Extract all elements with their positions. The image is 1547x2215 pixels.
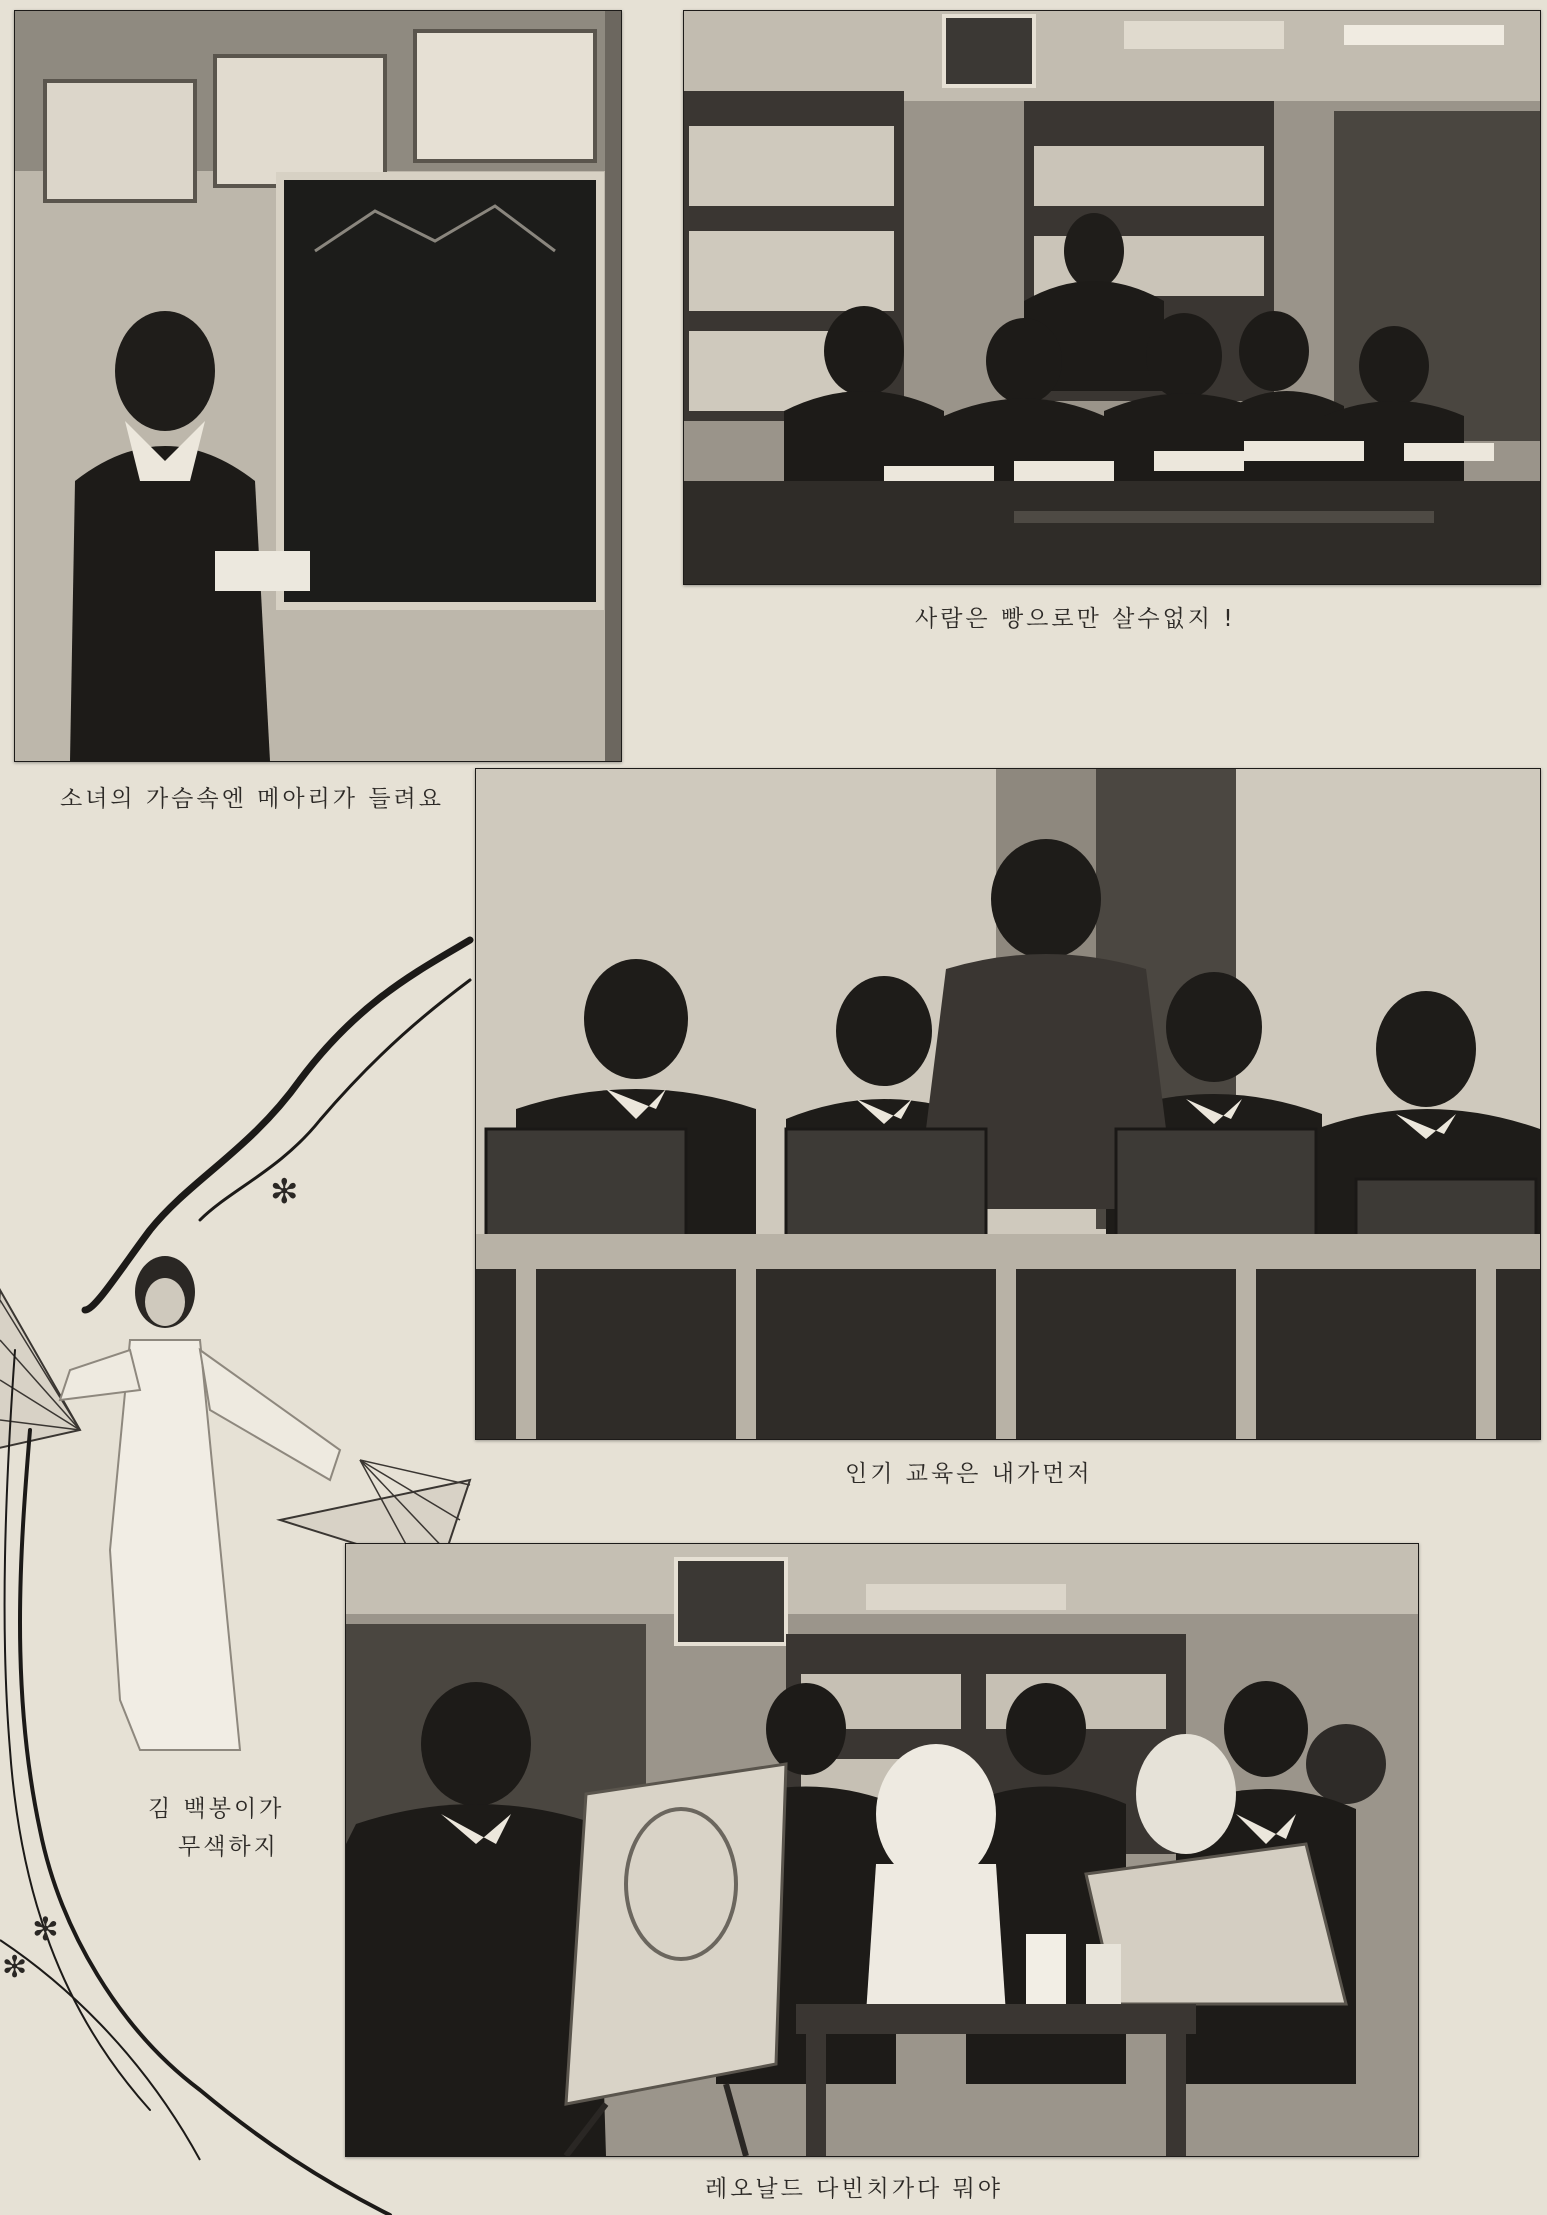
asterisk-flower-icon: ✻ — [32, 1910, 59, 1948]
photo-library — [683, 10, 1541, 585]
caption-library: 사람은 빵으로만 살수없지 ! — [915, 606, 1236, 632]
decorative-brush-strokes — [0, 930, 480, 2215]
caption-art: 레오날드 다빈치가다 뭐야 — [705, 2176, 1004, 2202]
caption-typing: 인기 교육은 내가먼저 — [845, 1461, 1093, 1487]
asterisk-flower-icon: ✻ — [2, 1950, 28, 1985]
caption-blackboard: 소녀의 가슴속엔 메아리가 들려요 — [60, 786, 444, 812]
caption-dance-line1: 김 백봉이가 — [148, 1796, 285, 1822]
photo-art-class — [345, 1543, 1419, 2157]
photo-blackboard — [14, 10, 622, 762]
asterisk-flower-icon: ✻ — [270, 1172, 299, 1212]
photo-typing-class — [475, 768, 1541, 1440]
caption-dance-line2: 무색하지 — [178, 1834, 279, 1860]
